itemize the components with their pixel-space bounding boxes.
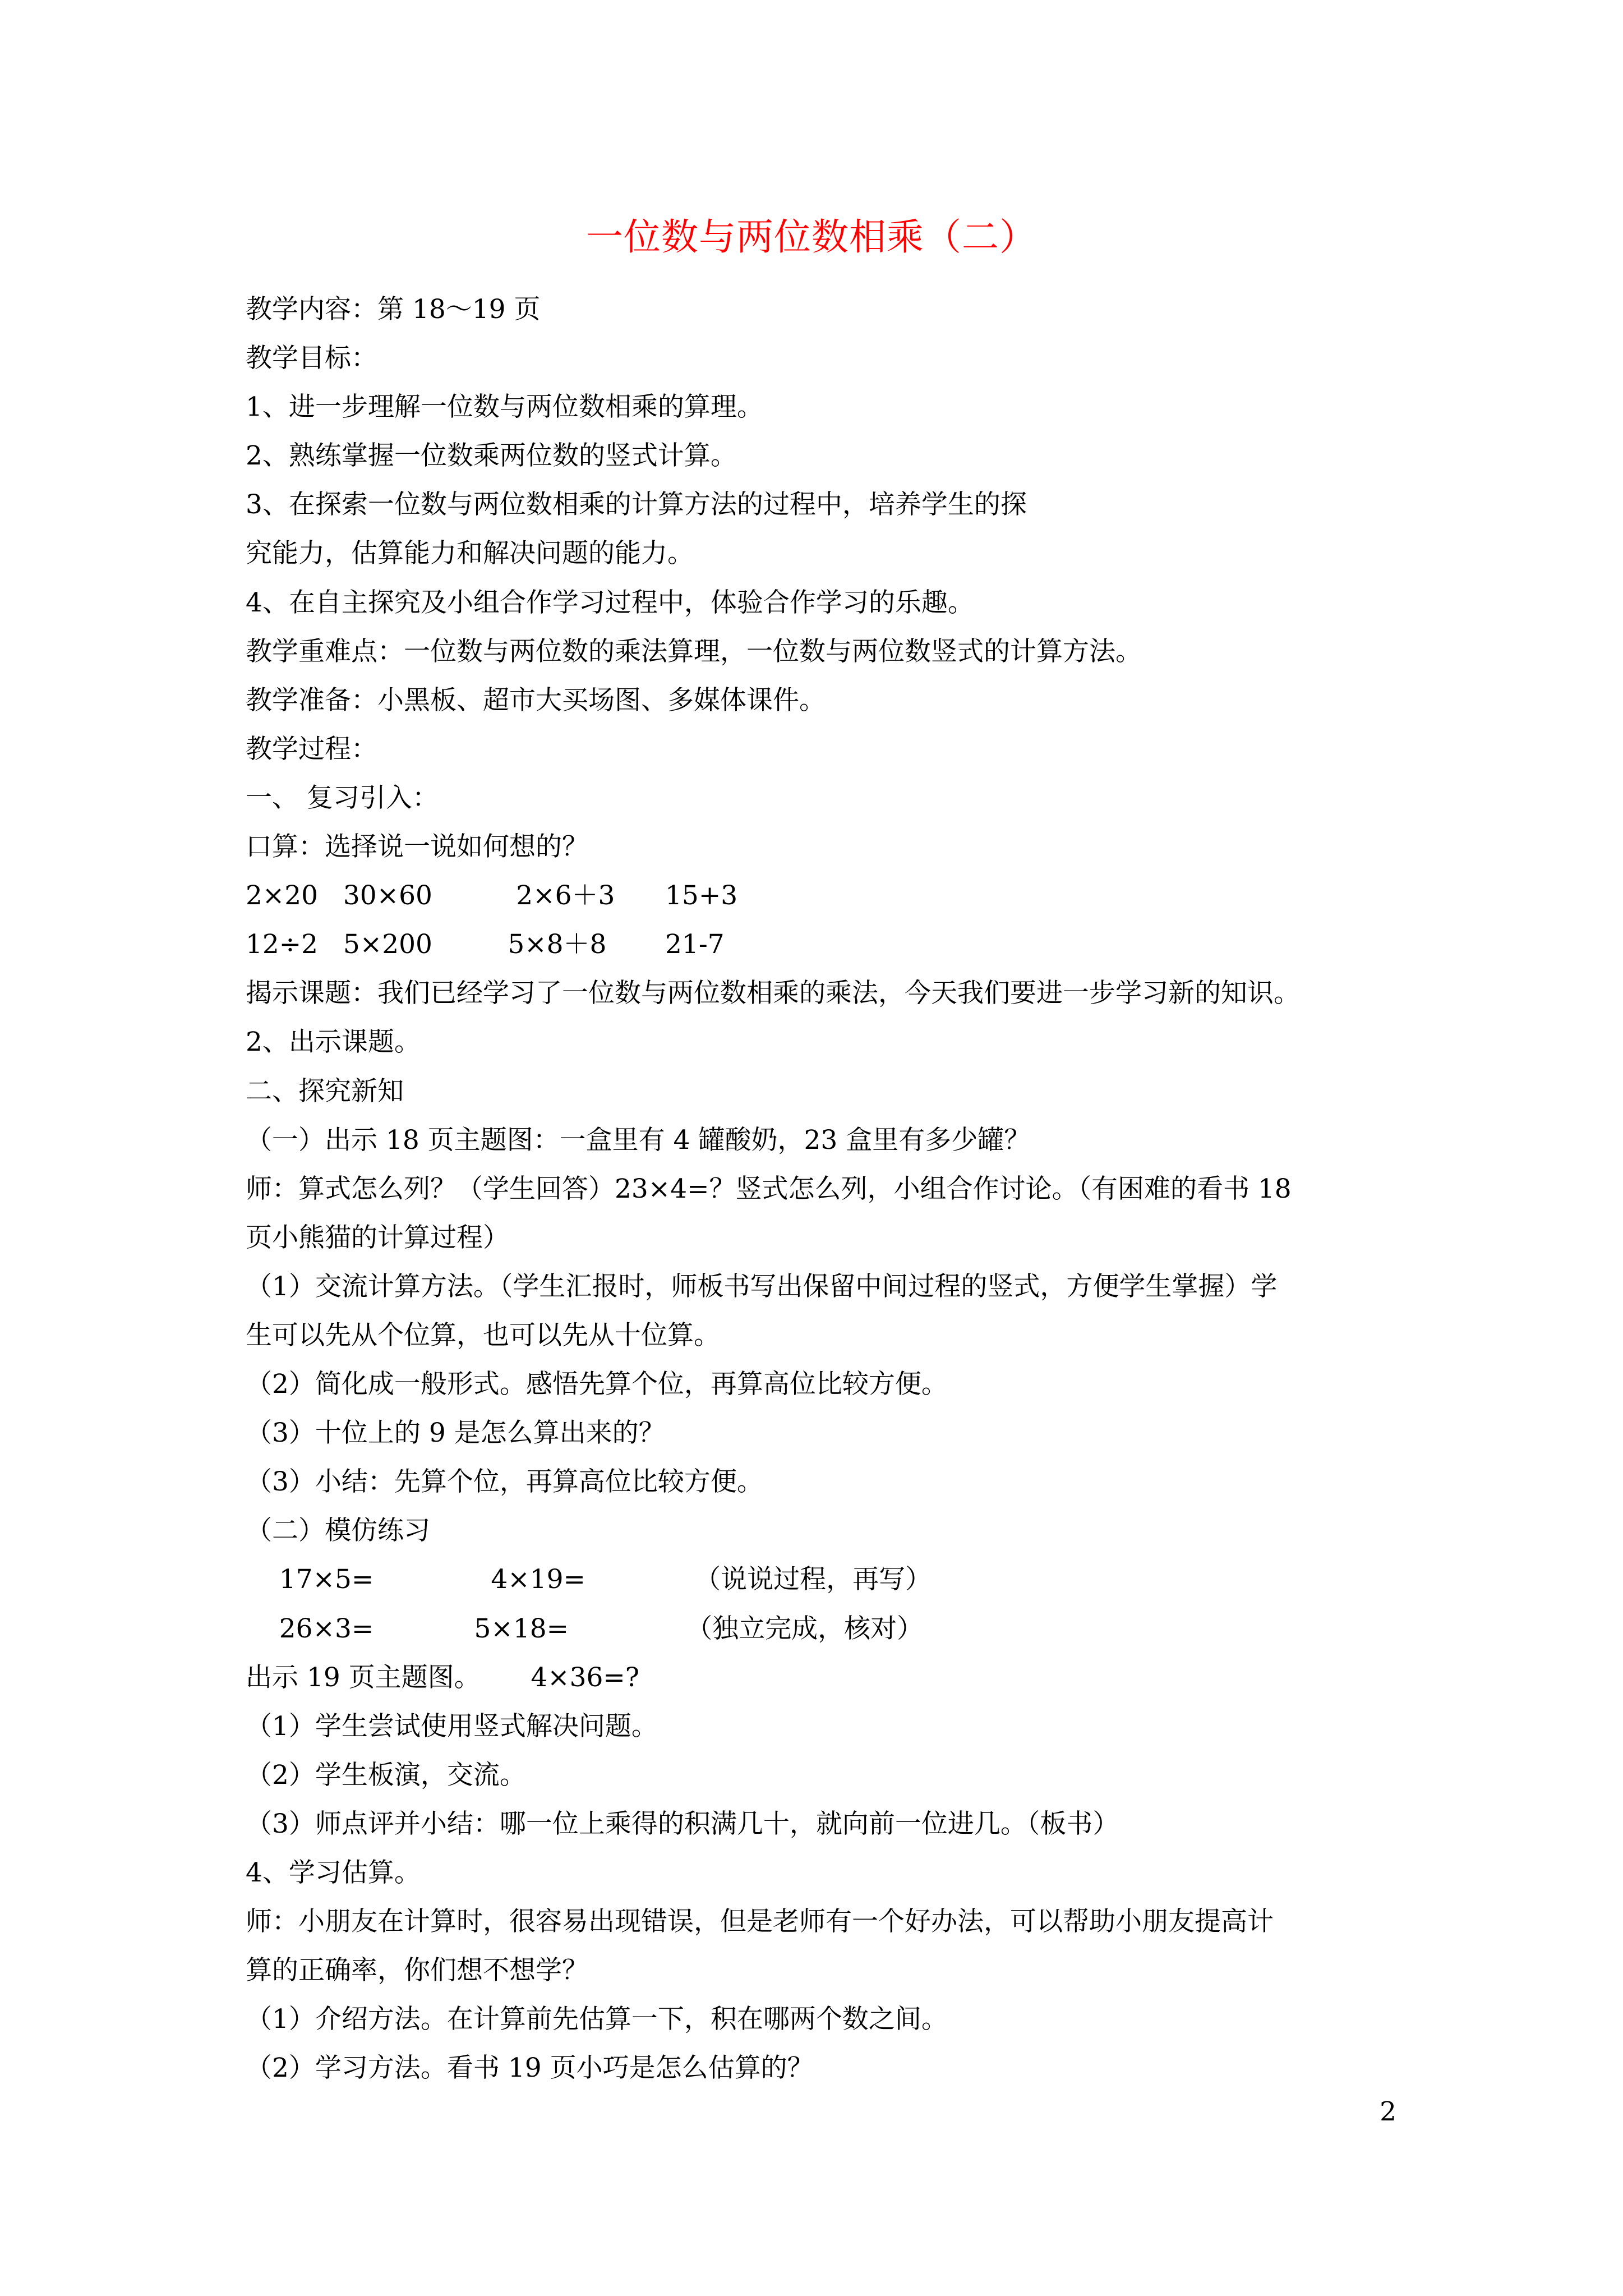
body-line: 揭示课题：我们已经学习了一位数与两位数相乘的乘法，今天我们要进一步学习新的知识。 <box>246 978 1300 1009</box>
body-line: （2）学习方法。看书 19 页小巧是怎么估算的？ <box>246 2053 814 2084</box>
body-line: 2、出示课题。 <box>246 1027 421 1058</box>
body-line: 究能力，估算能力和解决问题的能力。 <box>246 538 694 569</box>
body-line: 教学内容：第 18～19 页 <box>246 294 541 325</box>
body-line: （二）模仿练习 <box>246 1515 430 1547</box>
document-title: 一位数与两位数相乘（二） <box>586 215 1037 259</box>
body-line: 出示 19 页主题图。 4×36=? <box>246 1662 639 1693</box>
document-body <box>246 285 1395 2092</box>
body-line: 教学准备：小黑板、超市大买场图、多媒体课件。 <box>246 684 826 716</box>
body-line: （2）简化成一般形式。感悟先算个位，再算高位比较方便。 <box>246 1369 948 1400</box>
body-line: 页小熊猫的计算过程） <box>246 1222 509 1253</box>
body-line: （3）十位上的 9 是怎么算出来的？ <box>246 1418 665 1449</box>
body-line: 生可以先从个位算，也可以先从十位算。 <box>246 1319 720 1351</box>
body-line: 12÷2 5×200 5×8＋8 21-7 <box>246 929 725 960</box>
body-line: 教学目标： <box>246 343 377 374</box>
body-line: 二、探究新知 <box>246 1075 404 1107</box>
body-line: 1、进一步理解一位数与两位数相乘的算理。 <box>246 392 763 423</box>
body-line: 口算：选择说一说如何想的？ <box>246 831 588 863</box>
body-line: （3）小结：先算个位，再算高位比较方便。 <box>246 1466 763 1498</box>
body-line: （2）学生板演，交流。 <box>246 1759 526 1791</box>
body-line: 26×3= 5×18= （独立完成，核对） <box>246 1613 924 1644</box>
body-line: （3）师点评并小结：哪一位上乘得的积满几十，就向前一位进几。（板书） <box>246 1808 1119 1839</box>
body-line: 3、在探索一位数与两位数相乘的计算方法的过程中，培养学生的探 <box>246 489 1027 521</box>
body-line: 一、 复习引入： <box>246 782 439 813</box>
page-number: 2 <box>1380 2096 1396 2127</box>
body-line: 教学过程： <box>246 733 377 765</box>
body-line: 算的正确率，你们想不想学？ <box>246 1955 588 1986</box>
body-line: （一）出示 18 页主题图：一盒里有 4 罐酸奶，23 盒里有多少罐？ <box>246 1124 1031 1156</box>
body-line: （1）交流计算方法。（学生汇报时，师板书写出保留中间过程的竖式，方便学生掌握）学 <box>246 1271 1278 1302</box>
body-line: 4、学习估算。 <box>246 1857 421 1888</box>
body-line: （1）介绍方法。在计算前先估算一下，积在哪两个数之间。 <box>246 2004 948 2035</box>
body-line: 4、在自主探究及小组合作学习过程中，体验合作学习的乐趣。 <box>246 587 974 618</box>
body-line: 师：小朋友在计算时，很容易出现错误，但是老师有一个好办法，可以帮助小朋友提高计 <box>246 1906 1274 1938</box>
body-line: 17×5= 4×19= （说说过程，再写） <box>246 1564 932 1595</box>
body-line: 2、熟练掌握一位数乘两位数的竖式计算。 <box>246 440 737 472</box>
body-line: 师：算式怎么列？（学生回答）23×4=？竖式怎么列，小组合作讨论。（有困难的看书 18 <box>246 1173 1292 1204</box>
body-line: （1）学生尝试使用竖式解决问题。 <box>246 1710 658 1742</box>
body-line: 2×20 30×60 2×6＋3 15+3 <box>246 880 738 912</box>
body-line: 教学重难点：一位数与两位数的乘法算理，一位数与两位数竖式的计算方法。 <box>246 636 1142 667</box>
